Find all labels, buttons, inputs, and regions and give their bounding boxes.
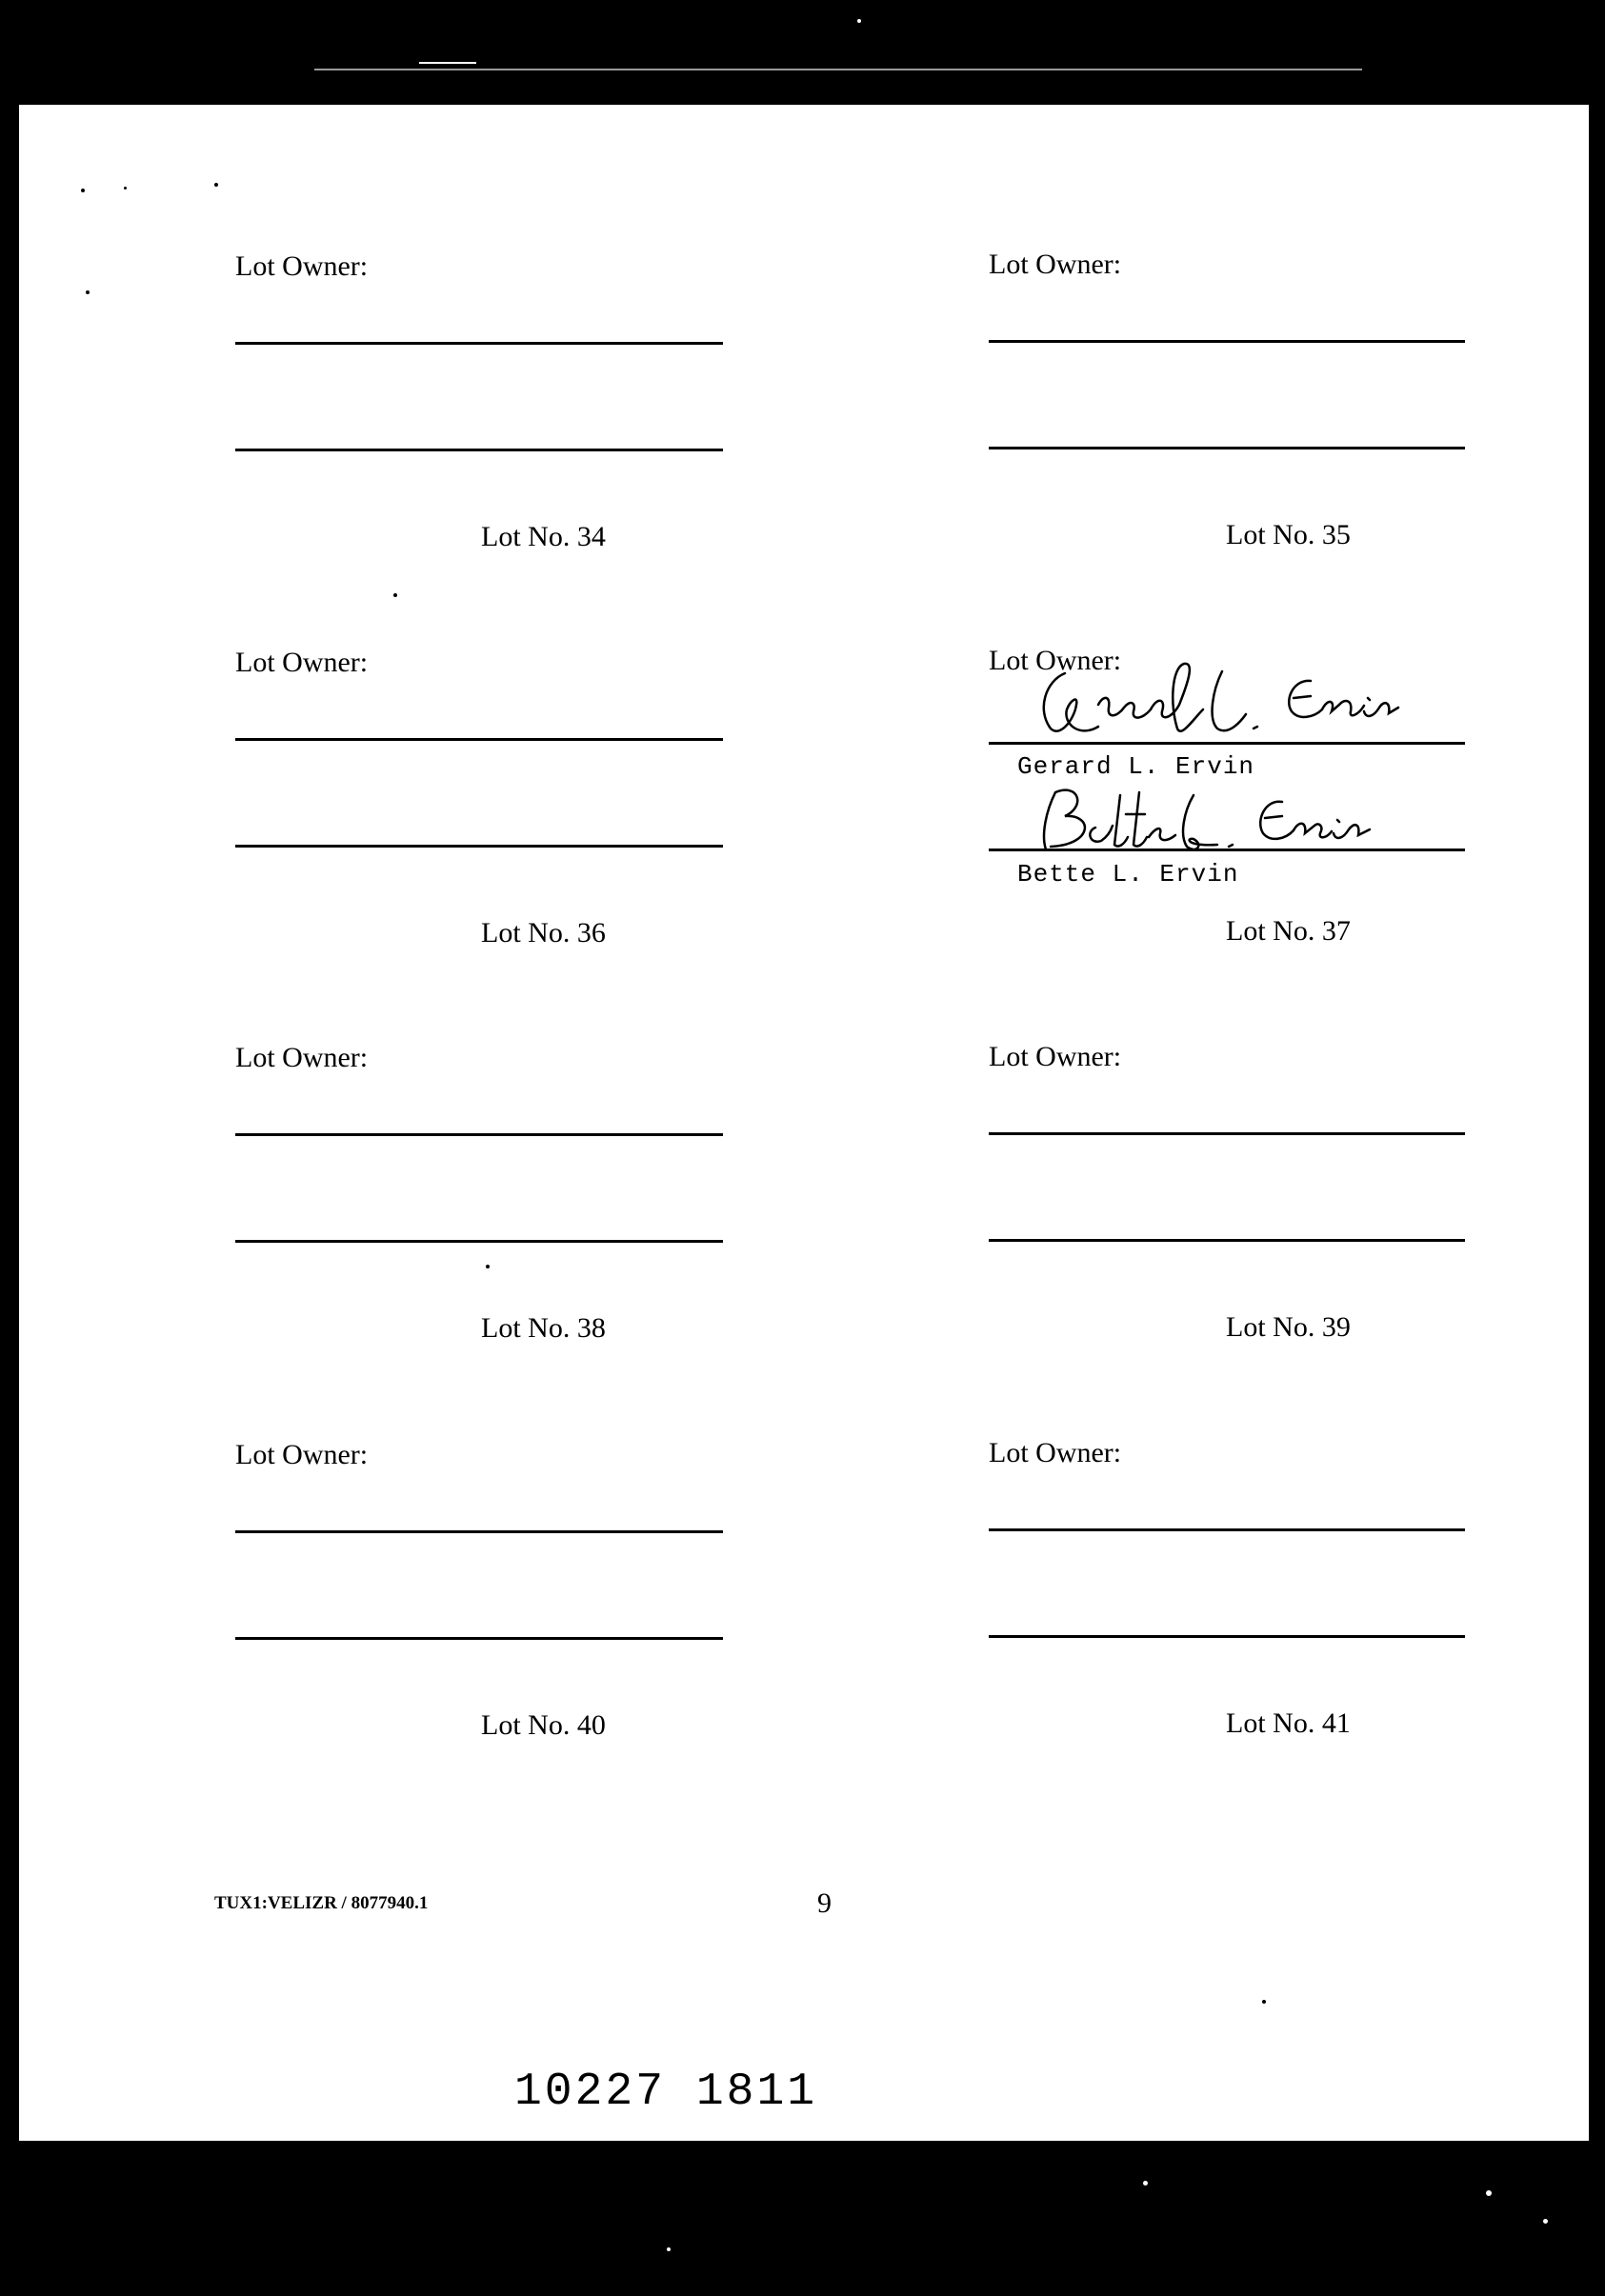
scan-noise [857, 19, 861, 23]
lot-number: Lot No. 35 [1226, 519, 1351, 550]
document-code: TUX1:VELIZR / 8077940.1 [214, 1893, 429, 1913]
scan-speck [1262, 2000, 1266, 2004]
scan-noise [1143, 2181, 1148, 2186]
signature-line [235, 845, 723, 848]
scan-noise [1486, 2190, 1492, 2196]
lot-block-37 [970, 645, 1465, 959]
lot-number: Lot No. 37 [1226, 915, 1351, 947]
signature-line [989, 1239, 1465, 1242]
lot-number: Lot No. 34 [481, 521, 606, 552]
signature-line [989, 447, 1465, 449]
lot-owner-label: Lot Owner: [235, 1042, 369, 1073]
page-number: 9 [817, 1887, 832, 1919]
lot-owner-label: Lot Owner: [989, 249, 1122, 280]
lot-owner-label: Lot Owner: [235, 647, 369, 678]
signature-bette-ervin [1027, 778, 1446, 859]
signature-line [989, 1635, 1465, 1638]
scan-speck [214, 183, 218, 187]
signature-line [235, 449, 723, 451]
signature-line [989, 849, 1465, 851]
scan-speck [486, 1265, 490, 1268]
signature-line [235, 1637, 723, 1640]
lot-owner-label: Lot Owner: [989, 1041, 1122, 1072]
recording-stamp-number: 10227 1811 [514, 2066, 818, 2118]
signature-line [235, 342, 723, 345]
signature-gerard-ervin [1008, 652, 1465, 743]
scan-noise [1543, 2219, 1548, 2224]
signature-line [989, 1528, 1465, 1531]
signature-line [235, 1133, 723, 1136]
lot-block-35 [970, 249, 1465, 563]
lot-block-36 [216, 647, 712, 961]
lot-owner-label: Lot Owner: [989, 1437, 1122, 1468]
lot-owner-label: Lot Owner: [235, 250, 369, 282]
lot-number: Lot No. 39 [1226, 1311, 1351, 1343]
scan-speck [393, 593, 397, 597]
lot-owner-label: Lot Owner: [235, 1439, 369, 1470]
lot-block-38 [216, 1042, 712, 1356]
lot-block-34 [216, 250, 712, 565]
signature-line [235, 1240, 723, 1243]
scan-speck [81, 189, 85, 192]
signature-line [235, 738, 723, 741]
lot-number: Lot No. 40 [481, 1709, 606, 1741]
typed-name: Bette L. Ervin [1017, 860, 1239, 888]
lot-number: Lot No. 36 [481, 917, 606, 948]
lot-number: Lot No. 41 [1226, 1707, 1351, 1739]
scan-speck [86, 290, 90, 294]
lot-number: Lot No. 38 [481, 1312, 606, 1344]
scan-noise [419, 62, 476, 64]
scan-noise [667, 2247, 671, 2251]
document-page [19, 105, 1589, 2141]
scan-speck [124, 187, 127, 190]
lot-block-39 [970, 1041, 1465, 1355]
signature-line [989, 340, 1465, 343]
signature-line [989, 1132, 1465, 1135]
lot-owner-label: Lot Owner: [989, 645, 1122, 676]
lot-block-41 [970, 1437, 1465, 1751]
signature-line [989, 742, 1465, 745]
scan-noise [314, 69, 1362, 70]
signature-line [235, 1530, 723, 1533]
typed-name: Gerard L. Ervin [1017, 752, 1255, 781]
lot-block-40 [216, 1439, 712, 1753]
